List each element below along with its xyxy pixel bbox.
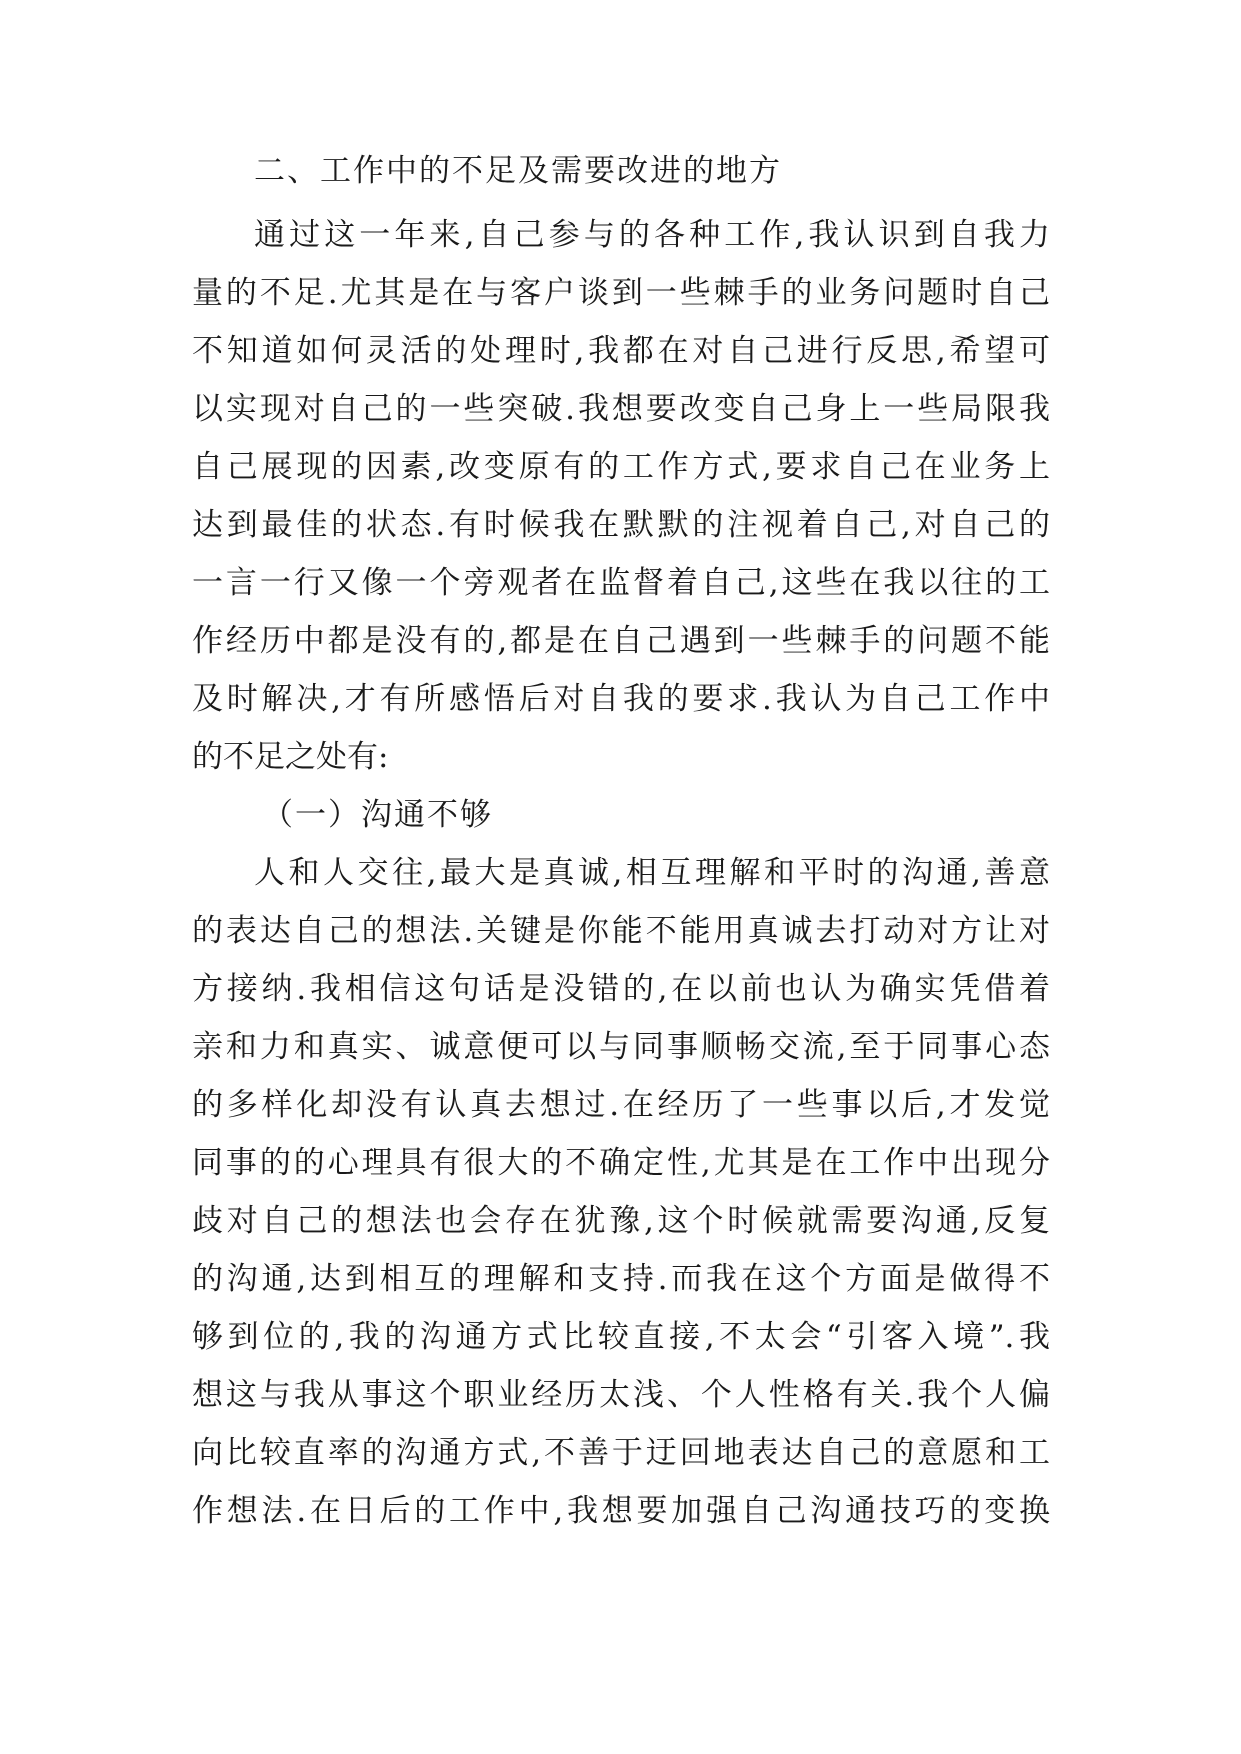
paragraph-line: 亲和力和真实、诚意便可以与同事顺畅交流,至于同事心态 [192, 1029, 1050, 1065]
paragraph-line: 向比较直率的沟通方式,不善于迂回地表达自己的意愿和工 [192, 1435, 1050, 1471]
paragraph-line: 量的不足.尤其是在与客户谈到一些棘手的业务问题时自己 [192, 275, 1050, 311]
paragraph-line: 及时解决,才有所感悟后对自我的要求.我认为自己工作中 [192, 681, 1050, 717]
paragraph-line: 一言一行又像一个旁观者在监督着自己,这些在我以往的工 [192, 565, 1050, 601]
paragraph-line: 作想法.在日后的工作中,我想要加强自己沟通技巧的变换 [192, 1493, 1050, 1529]
paragraph-line: 够到位的,我的沟通方式比较直接,不太会“引客入境”.我 [192, 1319, 1050, 1355]
paragraph-line: 的多样化却没有认真去想过.在经历了一些事以后,才发觉 [192, 1087, 1050, 1123]
paragraph-line: 自己展现的因素,改变原有的工作方式,要求自己在业务上 [192, 449, 1050, 485]
paragraph-line: 的不足之处有: [192, 739, 389, 775]
section-heading: 二、工作中的不足及需要改进的地方 [254, 153, 782, 189]
paragraph-line: 作经历中都是没有的,都是在自己遇到一些棘手的问题不能 [192, 623, 1050, 659]
paragraph-line: 以实现对自己的一些突破.我想要改变自己身上一些局限我 [192, 391, 1050, 427]
paragraph-line: 歧对自己的想法也会存在犹豫,这个时候就需要沟通,反复 [192, 1203, 1050, 1239]
paragraph-line: 不知道如何灵活的处理时,我都在对自己进行反思,希望可 [192, 333, 1050, 369]
paragraph-line: 的沟通,达到相互的理解和支持.而我在这个方面是做得不 [192, 1261, 1050, 1297]
paragraph-line: 通过这一年来,自己参与的各种工作,我认识到自我力 [254, 217, 1050, 253]
paragraph-line: 想这与我从事这个职业经历太浅、个人性格有关.我个人偏 [192, 1377, 1050, 1413]
paragraph-line: 方接纳.我相信这句话是没错的,在以前也认为确实凭借着 [192, 971, 1050, 1007]
subsection-heading: （一）沟通不够 [262, 797, 493, 833]
paragraph-line: 同事的的心理具有很大的不确定性,尤其是在工作中出现分 [192, 1145, 1050, 1181]
paragraph-line: 达到最佳的状态.有时候我在默默的注视着自己,对自己的 [192, 507, 1050, 543]
paragraph-line: 人和人交往,最大是真诚,相互理解和平时的沟通,善意 [254, 855, 1050, 891]
paragraph-line: 的表达自己的想法.关键是你能不能用真诚去打动对方让对 [192, 913, 1050, 949]
